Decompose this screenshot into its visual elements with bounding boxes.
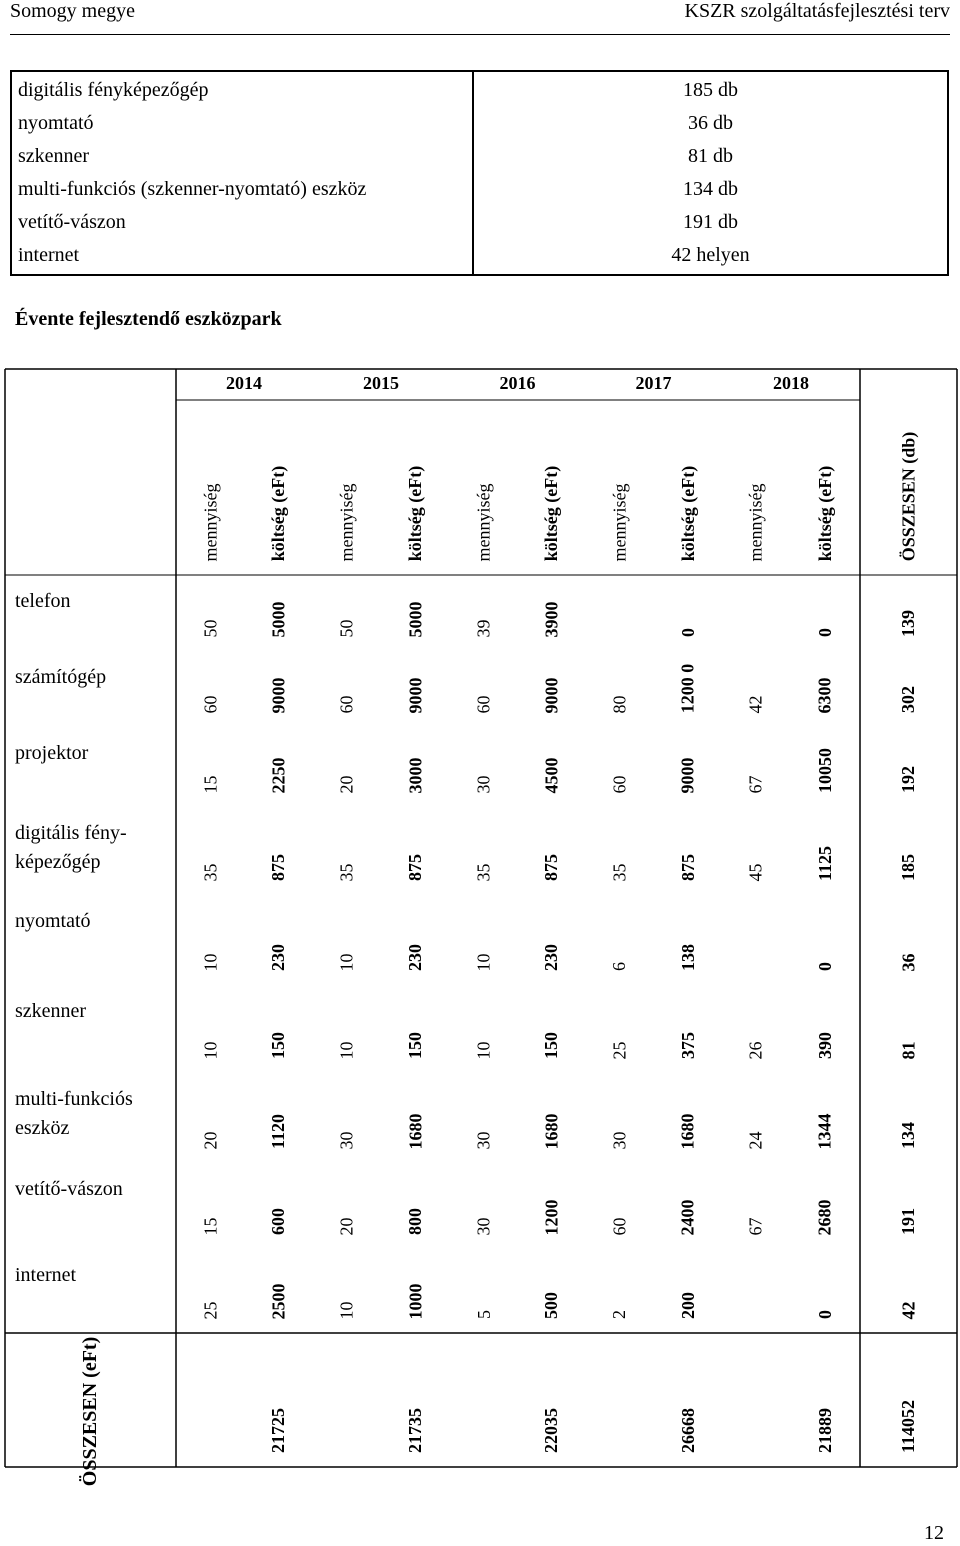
table-value-cell xyxy=(176,1249,245,1333)
table-value-cell xyxy=(722,807,790,895)
table-value-cell xyxy=(176,895,245,985)
row-label xyxy=(15,997,172,1026)
table-value-cell xyxy=(176,1163,245,1249)
table-value: 2 xyxy=(609,1310,629,1319)
table-value: 2680 xyxy=(814,1199,835,1235)
table-value: 1344 xyxy=(814,1113,835,1149)
table-value: 192 xyxy=(898,766,918,793)
table-value: 10 xyxy=(473,1041,494,1059)
table-value: 50 xyxy=(200,619,220,637)
table-value: 600 xyxy=(268,1208,288,1235)
inventory-item-name: vetítő-vászon xyxy=(18,211,126,233)
table-value: 67 xyxy=(745,775,766,793)
table-value: 9000 xyxy=(541,677,561,713)
table-value: 25 xyxy=(609,1041,629,1059)
table-value: 35 xyxy=(200,863,220,881)
row-label-line: internet xyxy=(15,1264,77,1286)
table-value: 5 xyxy=(473,1310,494,1319)
column-header: ÖSSZESEN (db) xyxy=(897,431,918,561)
section-subtitle: Évente fejlesztendő eszközpark xyxy=(15,308,282,330)
total-value: 21725 xyxy=(268,1408,288,1453)
table-value: 875 xyxy=(268,854,288,881)
row-label xyxy=(15,1261,172,1290)
table-value-cell xyxy=(176,1073,245,1163)
column-header: mennyiség xyxy=(200,483,220,561)
table-value: 150 xyxy=(268,1032,288,1059)
table-value: 390 xyxy=(814,1032,835,1059)
table-value: 60 xyxy=(473,695,494,713)
table-value-cell xyxy=(790,651,860,727)
table-value-cell xyxy=(518,1073,585,1163)
table-value: 302 xyxy=(898,686,918,713)
header-right: KSZR szolgáltatásfejlesztési terv xyxy=(684,0,950,22)
column-header: költség (eFt) xyxy=(268,465,289,562)
table-value-cell xyxy=(860,985,957,1073)
table-value-cell xyxy=(518,575,585,651)
table-value-cell xyxy=(654,895,722,985)
table-value: 5000 xyxy=(268,601,288,637)
table-value-cell xyxy=(450,651,518,727)
inventory-qty-cell xyxy=(473,71,948,275)
table-value-cell xyxy=(518,1249,585,1333)
table-value: 191 xyxy=(898,1208,918,1235)
column-header-cell xyxy=(176,400,245,575)
table-value-cell xyxy=(860,1249,957,1333)
inventory-item-name: digitális fényképezőgép xyxy=(18,79,209,101)
table-value-cell xyxy=(654,1163,722,1249)
table-value-cell xyxy=(860,575,957,651)
inventory-item-qty: 185 db xyxy=(683,79,738,101)
table-value-cell xyxy=(312,727,381,807)
row-label xyxy=(15,819,172,877)
row-label xyxy=(15,587,172,616)
table-value: 10 xyxy=(336,1041,356,1059)
table-value: 9000 xyxy=(405,677,425,713)
table-value: 60 xyxy=(200,695,220,713)
column-header: költség (eFt) xyxy=(405,465,426,562)
table-value-cell xyxy=(450,727,518,807)
table-value-cell xyxy=(176,575,245,651)
table-value: 10 xyxy=(200,953,220,971)
total-value-cell xyxy=(245,1333,312,1467)
total-value-cell xyxy=(860,1333,957,1467)
table-value-cell xyxy=(518,1163,585,1249)
column-header-cell xyxy=(790,400,860,575)
development-plan-table xyxy=(5,369,957,1487)
table-value: 2400 xyxy=(677,1199,698,1235)
row-label xyxy=(15,1085,172,1143)
row-label-line: szkenner xyxy=(15,1000,87,1022)
table-value-cell xyxy=(245,1073,312,1163)
table-value-cell xyxy=(381,807,450,895)
table-value: 25 xyxy=(200,1301,220,1319)
table-value-cell xyxy=(312,1163,381,1249)
table-value-cell xyxy=(860,1163,957,1249)
table-value-cell xyxy=(860,651,957,727)
table-value-cell xyxy=(450,807,518,895)
table-value-cell xyxy=(860,727,957,807)
table-value-cell xyxy=(312,575,381,651)
table-value-cell xyxy=(585,1249,654,1333)
table-value-cell xyxy=(381,895,450,985)
column-header: költség (eFt) xyxy=(541,465,562,562)
row-label-line: projektor xyxy=(15,742,89,764)
header-left: Somogy megye xyxy=(10,0,135,22)
table-value: 60 xyxy=(609,1217,629,1235)
table-value-cell xyxy=(722,651,790,727)
table-value-cell xyxy=(312,985,381,1073)
inventory-item-name: szkenner xyxy=(18,145,90,167)
table-value: 20 xyxy=(336,775,356,793)
table-value-cell xyxy=(381,1073,450,1163)
table-value-cell xyxy=(381,1163,450,1249)
table-value-cell xyxy=(245,575,312,651)
table-value-cell xyxy=(381,575,450,651)
inventory-names-cell xyxy=(11,71,473,275)
table-value: 30 xyxy=(336,1131,356,1149)
table-value-cell xyxy=(585,985,654,1073)
total-value-cell xyxy=(381,1333,450,1467)
total-value-cell xyxy=(585,1333,654,1467)
table-value-cell xyxy=(790,807,860,895)
inventory-item-name: nyomtató xyxy=(18,112,94,134)
table-value: 1680 xyxy=(405,1113,425,1149)
table-value: 30 xyxy=(473,1217,494,1235)
column-header-cell xyxy=(654,400,722,575)
header-divider xyxy=(10,34,950,35)
table-value: 10 xyxy=(336,953,356,971)
table-value: 139 xyxy=(898,610,918,637)
table-value: 67 xyxy=(745,1217,766,1235)
table-value-cell xyxy=(312,895,381,985)
table-value: 10 xyxy=(336,1301,356,1319)
table-value: 30 xyxy=(473,775,494,793)
table-value-cell xyxy=(722,1249,790,1333)
table-value-cell xyxy=(176,807,245,895)
total-value-cell xyxy=(654,1333,722,1467)
row-label xyxy=(15,739,172,768)
row-label-line: telefon xyxy=(15,590,71,612)
table-value-cell xyxy=(312,1073,381,1163)
table-value-cell xyxy=(176,985,245,1073)
table-value: 50 xyxy=(336,619,356,637)
table-value-cell xyxy=(176,651,245,727)
table-value: 800 xyxy=(405,1208,425,1235)
column-header-cell xyxy=(312,400,381,575)
table-value: 138 xyxy=(677,944,698,971)
table-value: 1680 xyxy=(541,1113,561,1149)
table-value-cell xyxy=(722,985,790,1073)
row-label-line: vetítő-vászon xyxy=(15,1178,123,1200)
total-value: 22035 xyxy=(541,1408,561,1453)
row-label-line: eszköz xyxy=(15,1117,70,1139)
row-label-line: digitális fény- xyxy=(15,822,127,844)
table-value-cell xyxy=(860,895,957,985)
table-value-cell xyxy=(381,727,450,807)
table-value-cell xyxy=(450,575,518,651)
total-label-cell xyxy=(5,1333,176,1487)
table-value-cell xyxy=(722,727,790,807)
inventory-item-qty: 81 db xyxy=(688,145,733,167)
column-header: költség (eFt) xyxy=(814,465,835,562)
table-value: 1680 xyxy=(677,1113,698,1149)
table-value: 875 xyxy=(405,854,425,881)
table-value-cell xyxy=(585,651,654,727)
table-value: 35 xyxy=(473,863,494,881)
table-value-cell xyxy=(722,575,790,651)
table-value-cell xyxy=(245,985,312,1073)
table-value-cell xyxy=(245,651,312,727)
column-header: költség (eFt) xyxy=(677,465,698,562)
table-value-cell xyxy=(450,1073,518,1163)
table-value: 0 xyxy=(814,1310,835,1319)
table-value: 230 xyxy=(405,944,425,971)
table-value-cell xyxy=(585,727,654,807)
inventory-item-qty: 36 db xyxy=(688,112,733,134)
total-value-cell xyxy=(312,1333,381,1467)
table-value: 875 xyxy=(541,854,561,881)
table-value: 80 xyxy=(609,695,629,713)
table-value: 30 xyxy=(609,1131,629,1149)
table-value-cell xyxy=(860,807,957,895)
year-label: 2017 xyxy=(635,373,672,393)
table-value: 1200 xyxy=(541,1199,561,1235)
column-header-cell xyxy=(860,369,957,575)
table-value: 0 xyxy=(814,628,835,637)
table-value: 10050 xyxy=(814,748,835,793)
column-header-cell xyxy=(245,400,312,575)
table-value: 60 xyxy=(336,695,356,713)
table-value: 10 xyxy=(200,1041,220,1059)
table-value: 1120 xyxy=(268,1113,289,1150)
table-value: 230 xyxy=(541,944,561,971)
table-value-cell xyxy=(450,895,518,985)
table-value-cell xyxy=(654,1073,722,1163)
table-value-cell xyxy=(585,895,654,985)
table-value: 0 xyxy=(677,628,698,637)
total-value-cell xyxy=(518,1333,585,1467)
table-value: 9000 xyxy=(268,677,288,713)
table-value-cell xyxy=(450,985,518,1073)
table-value-cell xyxy=(518,651,585,727)
total-value: 26668 xyxy=(677,1408,698,1453)
row-label-line: multi-funkciós xyxy=(15,1088,133,1110)
table-value: 26 xyxy=(745,1041,766,1059)
table-value: 20 xyxy=(336,1217,356,1235)
table-value-cell xyxy=(790,895,860,985)
year-label: 2014 xyxy=(226,373,262,393)
table-value-cell xyxy=(450,1163,518,1249)
table-value: 45 xyxy=(745,863,766,881)
year-label: 2016 xyxy=(499,373,536,393)
row-label xyxy=(15,1175,172,1204)
table-value: 500 xyxy=(541,1292,561,1319)
table-value-cell xyxy=(312,1249,381,1333)
table-value-cell xyxy=(518,807,585,895)
table-value: 24 xyxy=(745,1131,766,1149)
table-value: 150 xyxy=(541,1032,561,1059)
table-value-cell xyxy=(381,985,450,1073)
table-value-cell xyxy=(381,651,450,727)
inventory-item-qty: 191 db xyxy=(683,211,738,233)
inventory-item-qty: 134 db xyxy=(683,178,738,200)
total-value-cell xyxy=(790,1333,860,1467)
table-value: 375 xyxy=(677,1032,698,1059)
table-value: 6300 xyxy=(814,677,835,713)
row-label xyxy=(15,907,172,936)
total-value: 21889 xyxy=(814,1408,835,1453)
table-value: 36 xyxy=(898,953,918,971)
table-value: 20 xyxy=(200,1131,220,1149)
table-value: 81 xyxy=(898,1041,918,1059)
table-value-cell xyxy=(790,1249,860,1333)
table-value: 39 xyxy=(473,619,494,637)
inventory-item-name: multi-funkciós (szkenner-nyomtató) eszköz xyxy=(18,178,367,200)
inventory-table xyxy=(10,70,949,276)
column-header: mennyiség xyxy=(473,483,494,561)
table-value: 200 xyxy=(677,1292,698,1319)
table-value: 2500 xyxy=(268,1283,288,1319)
table-value-cell xyxy=(312,807,381,895)
table-value-cell xyxy=(654,1249,722,1333)
table-value-cell xyxy=(245,727,312,807)
table-value: 15 xyxy=(200,775,220,793)
year-label: 2018 xyxy=(773,373,809,393)
table-value-cell xyxy=(790,1073,860,1163)
total-value-cell xyxy=(176,1333,245,1467)
row-label-line: képezőgép xyxy=(15,851,101,873)
total-value: 21735 xyxy=(405,1408,425,1453)
table-value: 1125 xyxy=(814,845,835,882)
table-value-cell xyxy=(245,895,312,985)
table-value-cell xyxy=(518,895,585,985)
table-value-cell xyxy=(585,1163,654,1249)
table-value-cell xyxy=(245,1249,312,1333)
column-header-cell xyxy=(518,400,585,575)
table-value-cell xyxy=(518,727,585,807)
table-value-cell xyxy=(722,1163,790,1249)
table-value: 150 xyxy=(405,1032,425,1059)
table-value: 185 xyxy=(898,854,918,881)
table-value: 35 xyxy=(336,863,356,881)
table-value-cell xyxy=(654,575,722,651)
inventory-item-qty: 42 helyen xyxy=(671,244,750,266)
column-header: mennyiség xyxy=(336,483,356,561)
table-value: 6 xyxy=(609,962,629,971)
table-value-cell xyxy=(518,985,585,1073)
table-value: 4500 xyxy=(541,757,561,793)
table-value-cell xyxy=(176,727,245,807)
table-value: 30 xyxy=(473,1131,494,1149)
row-label-line: nyomtató xyxy=(15,910,91,932)
page-number: 12 xyxy=(924,1522,944,1544)
table-value: 15 xyxy=(200,1217,220,1235)
table-value-cell xyxy=(722,1073,790,1163)
table-value: 0 xyxy=(814,962,835,971)
table-value: 1200 0 xyxy=(677,663,698,713)
row-label-line: számítógép xyxy=(15,666,107,688)
table-value: 5000 xyxy=(405,601,425,637)
table-value-cell xyxy=(654,807,722,895)
column-header-cell xyxy=(450,400,518,575)
table-value: 3000 xyxy=(405,757,425,793)
table-value: 10 xyxy=(473,953,494,971)
table-value-cell xyxy=(585,575,654,651)
table-value-cell xyxy=(654,985,722,1073)
inventory-item-name: internet xyxy=(18,244,80,266)
table-value-cell xyxy=(585,807,654,895)
table-value-cell xyxy=(722,895,790,985)
table-value-cell xyxy=(860,1073,957,1163)
table-value: 2250 xyxy=(268,757,288,793)
inventory-row xyxy=(11,71,948,275)
table-value: 3900 xyxy=(541,601,561,637)
table-value: 60 xyxy=(609,775,629,793)
table-value-cell xyxy=(790,575,860,651)
table-value: 9000 xyxy=(677,757,698,793)
table-value-cell xyxy=(654,651,722,727)
table-value-cell xyxy=(312,651,381,727)
table-value-cell xyxy=(790,727,860,807)
table-value: 42 xyxy=(745,695,766,713)
table-value: 42 xyxy=(898,1301,918,1319)
table-value-cell xyxy=(245,807,312,895)
column-header-cell xyxy=(585,400,654,575)
table-value-cell xyxy=(654,727,722,807)
table-value: 875 xyxy=(677,854,698,881)
table-value-cell xyxy=(245,1163,312,1249)
column-header-cell xyxy=(381,400,450,575)
year-label: 2015 xyxy=(363,373,399,393)
table-value-cell xyxy=(585,1073,654,1163)
total-value: 114052 xyxy=(898,1399,919,1454)
column-header: mennyiség xyxy=(609,483,629,561)
table-value: 230 xyxy=(268,944,288,971)
total-label: ÖSSZESEN (eFt) xyxy=(79,1336,102,1487)
table-value-cell xyxy=(381,1249,450,1333)
total-value-cell xyxy=(722,1333,790,1467)
row-label xyxy=(15,663,172,692)
table-value-cell xyxy=(790,985,860,1073)
table-value: 35 xyxy=(609,863,629,881)
table-value: 1000 xyxy=(405,1283,425,1319)
table-value-cell xyxy=(790,1163,860,1249)
total-value-cell xyxy=(450,1333,518,1467)
column-header-cell xyxy=(722,400,790,575)
table-value-cell xyxy=(450,1249,518,1333)
column-header: mennyiség xyxy=(745,483,766,561)
table-value: 134 xyxy=(898,1122,918,1149)
